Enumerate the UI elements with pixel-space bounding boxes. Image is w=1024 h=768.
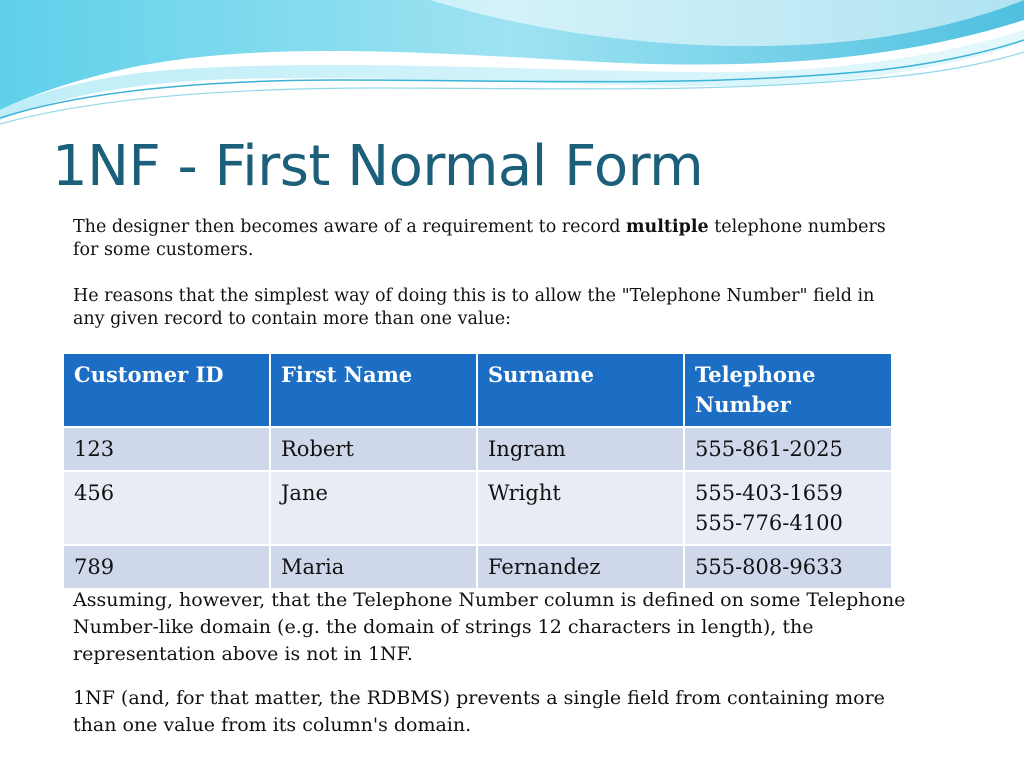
telephone-value: 555-808-9633 <box>695 555 843 579</box>
intro-p1-after: telephone numbers for some customers. <box>73 217 886 260</box>
header-customer-id: Customer ID <box>63 353 270 427</box>
header-telephone-number: Telephone Number <box>684 353 892 427</box>
table-header-row <box>63 353 892 427</box>
cell-first-name: Robert <box>270 427 477 471</box>
cell-surname: Ingram <box>477 427 684 471</box>
customer-table <box>62 352 893 590</box>
cell-telephone <box>684 545 892 589</box>
intro-p1-before: The designer then becomes aware of a requirement to record <box>73 217 626 237</box>
cell-customer-id: 456 <box>63 471 270 545</box>
intro-paragraph-2: He reasons that the simplest way of doing this is to allow the "Telephone Number" field in any given record to contain more than one value: <box>73 286 875 329</box>
header-surname: Surname <box>477 353 684 427</box>
cell-surname: Wright <box>477 471 684 545</box>
intro-p1-emphasis: multiple <box>626 217 709 237</box>
table-row <box>63 471 892 545</box>
cell-customer-id: 789 <box>63 545 270 589</box>
cell-customer-id: 123 <box>63 427 270 471</box>
telephone-value: 555-861-2025 <box>695 437 843 461</box>
notes-text <box>73 587 908 756</box>
cell-first-name: Maria <box>270 545 477 589</box>
header-wave-decoration <box>0 0 1024 130</box>
cell-surname: Fernandez <box>477 545 684 589</box>
slide-title: 1NF - First Normal Form <box>52 134 704 199</box>
telephone-value: 555-776-4100 <box>695 511 843 535</box>
table-row <box>63 427 892 471</box>
note-paragraph-2: 1NF (and, for that matter, the RDBMS) prevents a single field from containing more than one value from its column's domain. <box>73 687 885 736</box>
intro-paragraph-1 <box>73 216 903 262</box>
telephone-value: 555-403-1659 <box>695 481 843 505</box>
intro-text <box>73 216 903 354</box>
cell-telephone <box>684 471 892 545</box>
cell-telephone <box>684 427 892 471</box>
header-first-name: First Name <box>270 353 477 427</box>
table-row <box>63 545 892 589</box>
note-paragraph-1: Assuming, however, that the Telephone Number column is defined on some Telephone Number-like domain (e.g. the domain of strings 12 characters in length), the representation above is not in 1NF. <box>73 589 906 665</box>
cell-first-name: Jane <box>270 471 477 545</box>
